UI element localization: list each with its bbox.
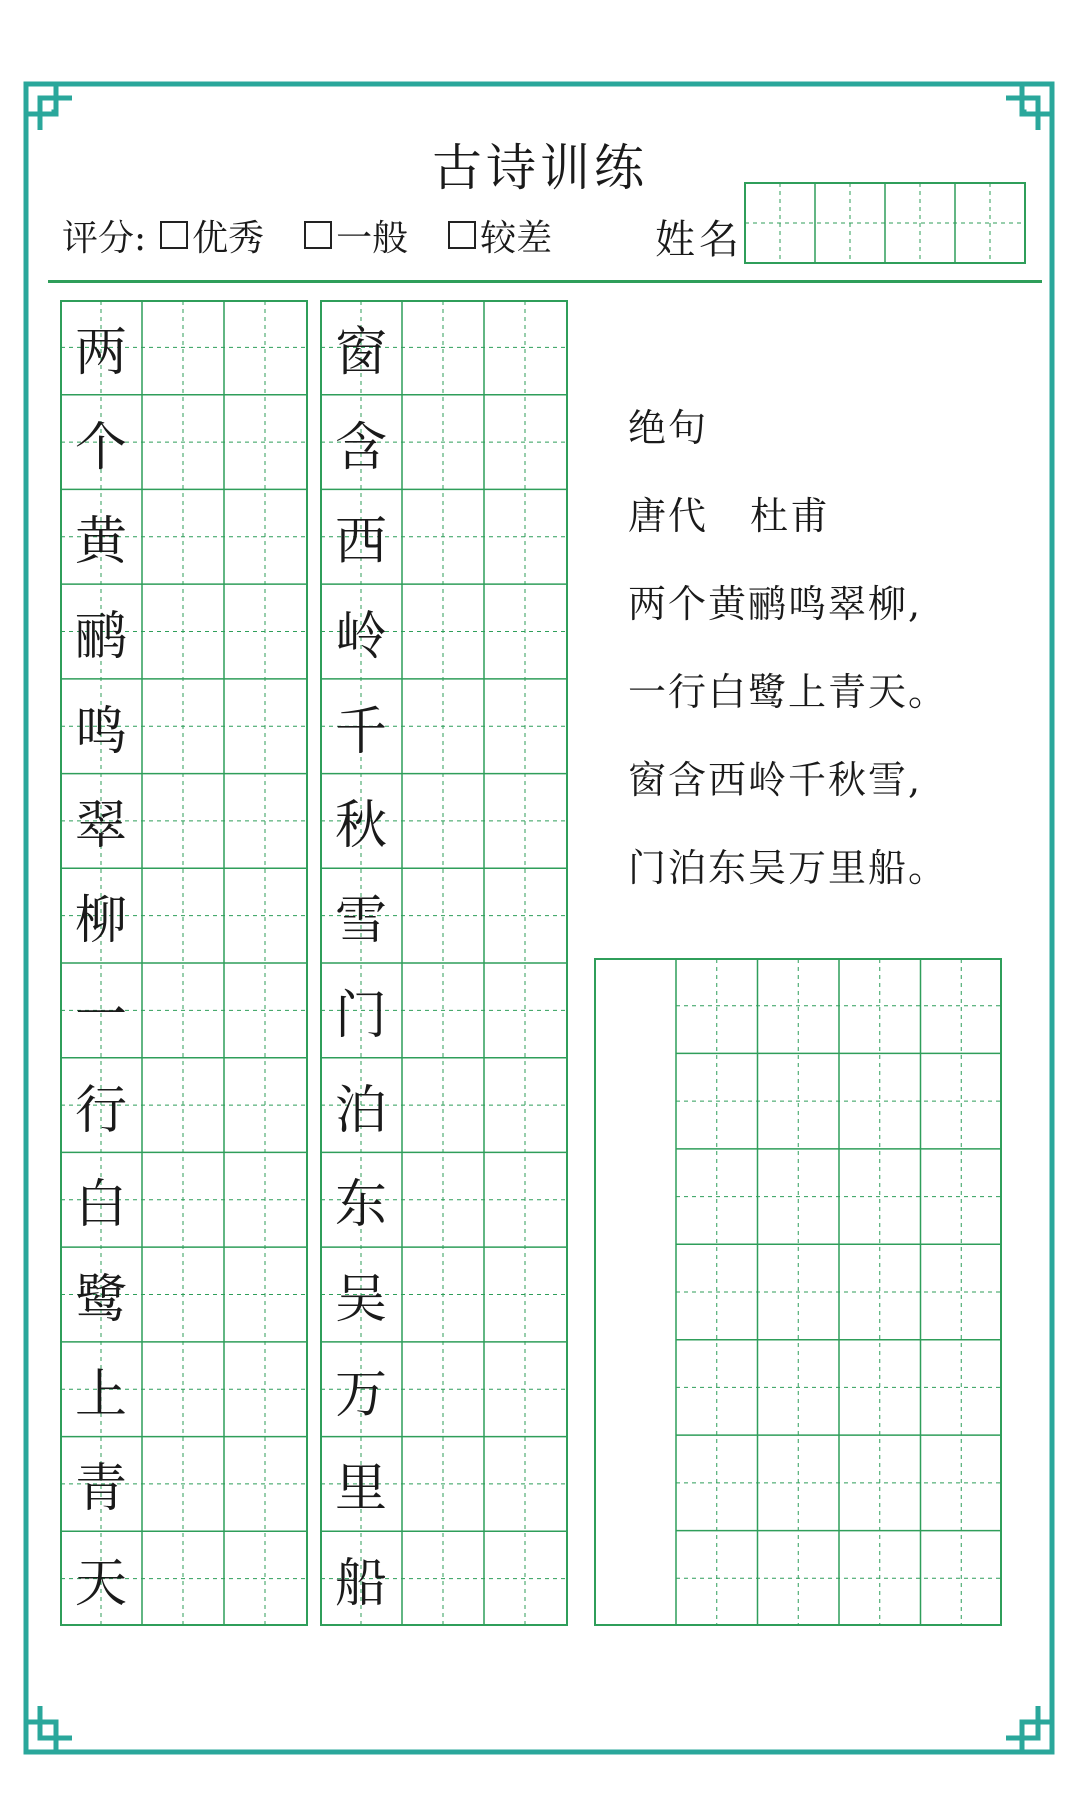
poem-line: 门泊东吴万里船。: [628, 846, 949, 890]
name-field-grid[interactable]: [744, 182, 1026, 264]
poem-line: 两个黄鹂鸣翠柳,: [628, 582, 923, 626]
worksheet-title: 古诗训练: [432, 139, 648, 197]
trace-char: 个: [74, 417, 127, 478]
trace-char: 鹂: [74, 606, 127, 667]
trace-char: 岭: [334, 606, 387, 667]
poem-dynasty: 唐代: [628, 494, 709, 538]
trace-char: 雪: [334, 891, 387, 952]
trace-char: 黄: [74, 512, 127, 573]
trace-char: 里: [334, 1459, 387, 1520]
poem-text: [628, 400, 948, 928]
trace-char: 鹭: [74, 1269, 127, 1330]
checkbox-poor[interactable]: [448, 221, 476, 249]
trace-char: 千: [334, 701, 387, 762]
trace-char: 东: [334, 1175, 387, 1236]
poem-attribution: [628, 488, 948, 576]
trace-char: 行: [74, 1080, 127, 1141]
trace-char: 鸣: [74, 701, 127, 762]
poem-line: 窗含西岭千秋雪,: [628, 758, 923, 802]
trace-char: 上: [74, 1364, 127, 1425]
score-option-excellent[interactable]: [160, 210, 264, 261]
trace-char: 泊: [334, 1080, 387, 1141]
trace-char: 万: [334, 1364, 387, 1425]
header-divider: [48, 280, 1042, 283]
score-option-label: 一般: [336, 217, 409, 259]
poem-author: 杜甫: [750, 494, 831, 538]
poem-line: 一行白鹭上青天。: [628, 670, 949, 714]
checkbox-excellent[interactable]: [160, 221, 188, 249]
trace-char: 柳: [74, 891, 127, 952]
trace-char: 门: [334, 985, 387, 1046]
trace-char: 两: [74, 322, 127, 383]
score-label: 评分:: [62, 217, 147, 259]
tracing-grid-middle[interactable]: [320, 300, 568, 1626]
trace-char: 含: [334, 417, 387, 478]
tracing-grid-left[interactable]: [60, 300, 308, 1626]
name-label: 姓名: [655, 217, 743, 263]
score-option-label: 较差: [480, 217, 553, 259]
score-option-average[interactable]: [304, 210, 408, 261]
trace-char: 一: [74, 985, 127, 1046]
name-grid-svg: [744, 182, 1026, 264]
trace-char: 翠: [74, 796, 127, 857]
trace-char: 窗: [334, 322, 387, 383]
score-option-label: 优秀: [192, 217, 265, 259]
practice-grid-lines: [594, 958, 1002, 1626]
trace-char: 天: [74, 1554, 127, 1615]
practice-grid[interactable]: [594, 958, 1002, 1626]
trace-char: 吴: [334, 1269, 387, 1330]
trace-char: 白: [74, 1175, 127, 1236]
trace-char: 秋: [334, 796, 387, 857]
trace-char: 船: [334, 1554, 387, 1615]
trace-char: 青: [74, 1459, 127, 1520]
trace-char: 西: [334, 512, 387, 573]
checkbox-average[interactable]: [304, 221, 332, 249]
score-row: [62, 210, 592, 260]
poem-title: 绝句: [628, 406, 709, 450]
score-option-poor[interactable]: [448, 210, 552, 261]
